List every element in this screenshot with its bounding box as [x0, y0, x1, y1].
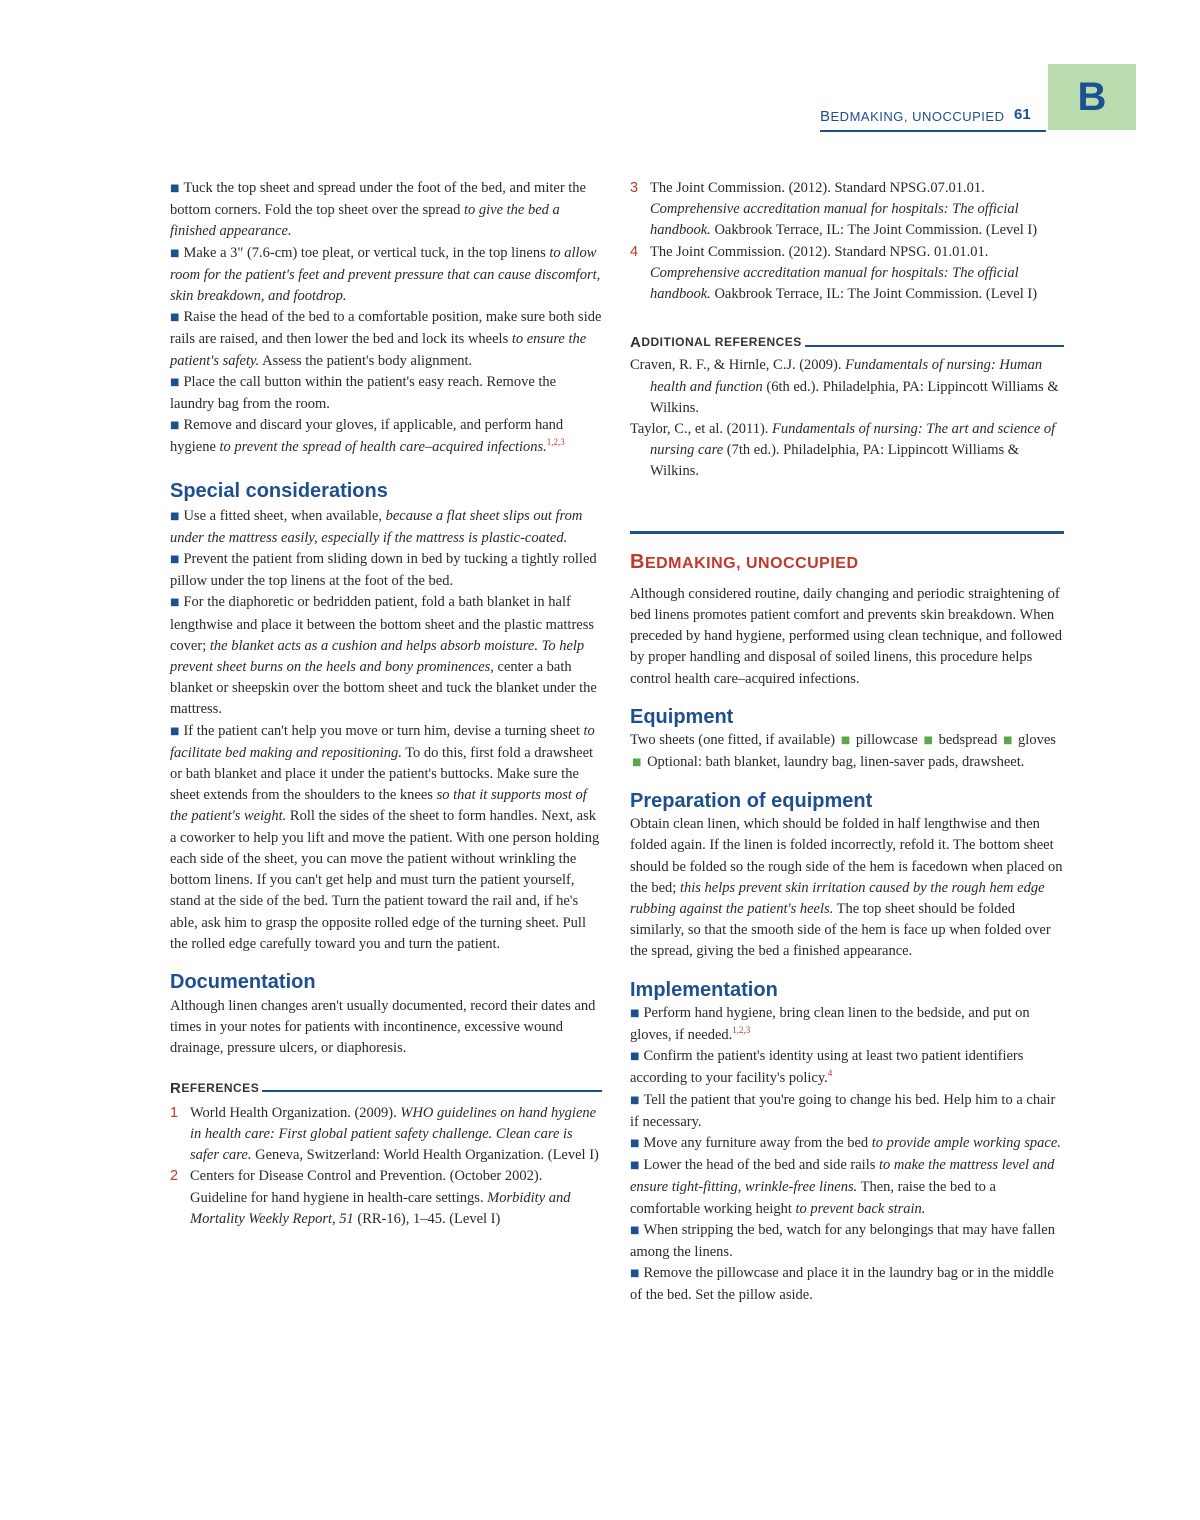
- italic-text: so that it supports most of the patient's weight.: [170, 787, 587, 825]
- text-run: Obtain clean linen, which should be folded in half lengthwise and then folded again. If the linen is folded incorrectly, refold it. The bottom sheet should be folded so the rough side of the hem is facedown when placed on the bed;: [630, 816, 1063, 896]
- italic-text: because a flat sheet slips out from under the mattress easily, especially if the mattress is plastic-coated.: [170, 507, 583, 546]
- reference-item: [630, 178, 1064, 242]
- text-run: Remove the pillowcase and place it in the laundry bag or in the middle of the bed. Set the pillow aside.: [630, 1265, 1054, 1304]
- italic-text: the blanket acts as a cushion and helps absorb moisture. To help prevent sheet burns on the heels and bony prominences,: [170, 637, 585, 676]
- documentation-text: Although linen changes aren't usually documented, record their dates and times in your notes for patients with incontinence, excessive wound drainage, pressure ulcers, or diaphoresis.: [170, 997, 596, 1057]
- square-bullet-icon: ■: [170, 420, 180, 432]
- citation-superscript: 1,2,3: [546, 437, 565, 448]
- text-run: (RR-16), 1–45. (Level I): [353, 1210, 501, 1227]
- header-rule: [820, 130, 1046, 132]
- italic-text: Comprehensive accreditation manual for hospitals: The official handbook.: [650, 201, 1019, 239]
- text-run: Make a 3" (7.6-cm) toe pleat, or vertical tuck, in the top linens: [183, 244, 550, 261]
- additional-references-list: [630, 355, 1064, 482]
- implementation-list: [630, 1003, 1064, 1307]
- documentation-heading: Documentation: [170, 970, 316, 993]
- additional-reference-item: [630, 419, 1064, 483]
- bullet-item: [630, 1046, 1064, 1089]
- text-run: (7th ed.). Philadelphia, PA: Lippincott Williams & Wilkins.: [650, 442, 1020, 480]
- text-run: If the patient can't help you move or turn him, devise a turning sheet: [183, 722, 584, 739]
- italic-text: Morbidity and Mortality Weekly Report, 51: [190, 1189, 571, 1227]
- text-run: center a bath blanket or sheepskin over the bottom sheet and tuck the blanket under the mattress.: [170, 659, 597, 718]
- section-intro: Although considered routine, daily changing and periodic straightening of bed linens promotes patient comfort and prevents skin breakdown. When preceded by hand hygiene, performed using clean technique, and followed by proper handling and disposal of soiled linens, this procedure helps control health care–acquired infections.: [630, 585, 1063, 687]
- references-rule: [262, 1090, 602, 1092]
- reference-number: 3: [630, 180, 639, 196]
- bullet-item: [170, 415, 602, 458]
- square-bullet-icon: ■: [630, 1051, 640, 1063]
- text-run: Lower the head of the bed and side rails: [643, 1157, 879, 1174]
- text-run: Roll the sides of the sheet to form handles. Next, ask a coworker to help you lift and move the patient. With one person holding each side of the sheet, you can move the patient without wrinkling the bottom linens. If you can't get help and must turn the patient yourself, stand at the side of the bed. Turn the patient toward the rail and, if he's able, ask him to grasp the opposite rolled edge of the turning sheet. Pull the rolled edge carefully toward you and turn the patient.: [170, 808, 600, 952]
- text-run: For the diaphoretic or bedridden patient, fold a bath blanket in half lengthwise and place it between the bottom sheet and the plastic mattress cover;: [170, 594, 594, 654]
- text-run: Prevent the patient from sliding down in bed by tucking a tightly rolled pillow under the top linens at the foot of the bed.: [170, 551, 597, 590]
- text-run: When stripping the bed, watch for any belongings that may have fallen among the linens.: [630, 1221, 1055, 1260]
- square-bullet-icon: ■: [630, 1268, 640, 1280]
- green-bullet-icon: ■: [632, 757, 642, 769]
- bullet-item: [170, 592, 602, 720]
- right-column: [630, 178, 1064, 1307]
- citation-superscript: 1,2,3: [732, 1025, 751, 1036]
- text-run: World Health Organization. (2009).: [190, 1104, 401, 1121]
- italic-text: this helps prevent skin irritation caused by the rough hem edge rubbing against the patient's heels.: [630, 879, 1045, 918]
- additional-reference-item: [630, 355, 1064, 419]
- reference-number: 2: [170, 1168, 179, 1185]
- text-run: Assess the patient's body alignment.: [259, 352, 473, 369]
- additional-references-rule: [805, 345, 1064, 347]
- square-bullet-icon: ■: [170, 554, 180, 566]
- equipment-item: Two sheets (one fitted, if available): [630, 731, 836, 748]
- square-bullet-icon: ■: [170, 510, 180, 522]
- bullet-item: [170, 506, 602, 549]
- green-bullet-icon: ■: [1002, 734, 1013, 746]
- italic-text: to provide ample working space.: [871, 1134, 1061, 1151]
- square-bullet-icon: ■: [170, 312, 180, 324]
- bullet-item: [170, 549, 602, 592]
- bullet-item: [170, 243, 602, 308]
- square-bullet-icon: ■: [630, 1137, 640, 1149]
- equipment-text: [630, 730, 1064, 774]
- italic-text: Fundamentals of nursing: Human health and function: [650, 357, 1043, 395]
- square-bullet-icon: ■: [170, 376, 180, 388]
- text-run: Remove and discard your gloves, if applicable, and perform hand hygiene: [170, 417, 564, 456]
- equipment-item: bedspread: [938, 731, 998, 748]
- text-run: Move any furniture away from the bed: [643, 1134, 872, 1151]
- steps-list-continued: [170, 178, 602, 459]
- equipment-heading: Equipment: [630, 705, 734, 728]
- italic-text: to make the mattress level and ensure tight-fitting, wrinkle-free linens.: [630, 1157, 1055, 1196]
- bullet-item: [630, 1220, 1064, 1263]
- bullet-item: [170, 372, 602, 415]
- square-bullet-icon: ■: [630, 1007, 640, 1019]
- square-bullet-icon: ■: [170, 183, 180, 194]
- running-head-text: EDMAKING, UNOCCUPIED: [830, 109, 1005, 124]
- text-run: (6th ed.). Philadelphia, PA: Lippincott Williams & Wilkins.: [650, 378, 1059, 416]
- square-bullet-icon: ■: [170, 247, 180, 259]
- italic-text: to give the bed a finished appearance.: [170, 202, 560, 240]
- italic-text: WHO guidelines on hand hygiene in health care: First global patient safety challenge. Clean care is safer care.: [190, 1104, 597, 1164]
- text-run: Then, raise the bed to a comfortable working height: [630, 1179, 996, 1217]
- bullet-item: [630, 1263, 1064, 1306]
- bullet-item: [170, 307, 602, 372]
- text-run: Taylor, C., et al. (2011).: [630, 421, 773, 438]
- text-run: Geneva, Switzerland: World Health Organization. (Level I): [251, 1147, 599, 1164]
- text-run: Craven, R. F., & Hirnle, C.J. (2009).: [630, 357, 846, 374]
- green-bullet-icon: ■: [923, 734, 933, 746]
- references-list: [170, 1103, 602, 1230]
- italic-text: Fundamentals of nursing: The art and science of nursing care: [650, 421, 1056, 459]
- special-considerations-heading: Special considerations: [170, 479, 388, 502]
- reference-item: [630, 242, 1064, 306]
- bullet-item: [630, 1133, 1064, 1155]
- square-bullet-icon: ■: [630, 1094, 640, 1106]
- text-run: Oakbrook Terrace, IL: The Joint Commission. (Level I): [710, 286, 1038, 303]
- text-run: Use a fitted sheet, when available,: [183, 507, 386, 524]
- preparation-heading: Preparation of equipment: [630, 790, 873, 813]
- citation-superscript: 4: [827, 1068, 833, 1079]
- bullet-item: [630, 1090, 1064, 1133]
- special-considerations-list: [170, 506, 602, 955]
- italic-text: to allow room for the patient's feet and prevent pressure that can cause discomfort, skin breakdown, and footdrop.: [170, 244, 601, 305]
- equipment-optional: Optional: bath blanket, laundry bag, linen-saver pads, drawsheet.: [647, 754, 1025, 771]
- square-bullet-icon: ■: [170, 597, 180, 609]
- left-column: [170, 178, 602, 1230]
- text-run: Perform hand hygiene, bring clean linen to the bedside, and put on gloves, if needed.: [630, 1004, 1030, 1043]
- text-run: Confirm the patient's identity using at least two patient identifiers according to your facility's policy.: [630, 1048, 1024, 1087]
- equipment-item: pillowcase: [855, 731, 918, 748]
- section-divider: [630, 531, 1064, 534]
- italic-text: to ensure the patient's safety.: [170, 331, 587, 369]
- text-run: The top sheet should be folded similarly, so that the smooth side of the hem is face up when folded over the spread, giving the bed a finished appearance.: [630, 901, 1051, 960]
- running-head-initial: B: [820, 108, 831, 125]
- text-run: To do this, first fold a drawsheet or bath blanket and place it under the patient's buttocks. Make sure the sheet extends from the shoulders to the knees: [170, 744, 594, 804]
- bullet-item: [630, 1003, 1064, 1046]
- text-run: The Joint Commission. (2012). Standard NPSG. 01.01.01.: [650, 243, 989, 260]
- square-bullet-icon: ■: [630, 1224, 640, 1236]
- text-run: The Joint Commission. (2012). Standard NPSG.07.01.01.: [650, 180, 985, 196]
- italic-text: Comprehensive accreditation manual for hospitals: The official handbook.: [650, 264, 1019, 303]
- references-list-continued: [630, 178, 1064, 305]
- page-number: 61: [1014, 106, 1031, 123]
- section-title: BEDMAKING, UNOCCUPIED: [630, 550, 859, 573]
- section-tab: B: [1048, 64, 1136, 130]
- references-heading: R EFERENCES: [170, 1078, 602, 1099]
- text-run: Raise the head of the bed to a comfortable position, make sure both side rails are raised, and then lower the bed and lock its wheels: [170, 309, 602, 348]
- additional-references-heading: A DDITIONAL REFERENCES: [630, 332, 1064, 353]
- preparation-text: [630, 814, 1064, 962]
- text-run: Tell the patient that you're going to change his bed. Help him to a chair if necessary.: [630, 1091, 1056, 1130]
- square-bullet-icon: ■: [630, 1160, 640, 1172]
- reference-number: 1: [170, 1104, 179, 1121]
- text-run: Oakbrook Terrace, IL: The Joint Commission. (Level I): [710, 222, 1038, 239]
- bullet-item: [170, 178, 602, 243]
- text-run: Tuck the top sheet and spread under the foot of the bed, and miter the bottom corners. Fold the top sheet over the spread: [170, 180, 586, 219]
- text-run: Place the call button within the patient's easy reach. Remove the laundry bag from the room.: [170, 373, 557, 413]
- bullet-item: [630, 1155, 1064, 1220]
- running-head: [820, 108, 1004, 125]
- green-bullet-icon: ■: [840, 734, 851, 746]
- italic-text: to facilitate bed making and repositioning.: [170, 722, 595, 761]
- square-bullet-icon: ■: [170, 725, 180, 737]
- italic-text: to prevent back strain.: [795, 1200, 926, 1217]
- reference-item: [170, 1166, 602, 1230]
- equipment-item: gloves: [1018, 731, 1056, 748]
- reference-number: 4: [630, 243, 639, 260]
- italic-text: to prevent the spread of health care–acquired infections.: [219, 439, 547, 456]
- bullet-item: [170, 721, 602, 955]
- reference-item: [170, 1103, 602, 1167]
- text-run: Centers for Disease Control and Prevention. (October 2002). Guideline for hand hygiene in health-care settings.: [190, 1168, 543, 1206]
- implementation-heading: Implementation: [630, 978, 778, 1001]
